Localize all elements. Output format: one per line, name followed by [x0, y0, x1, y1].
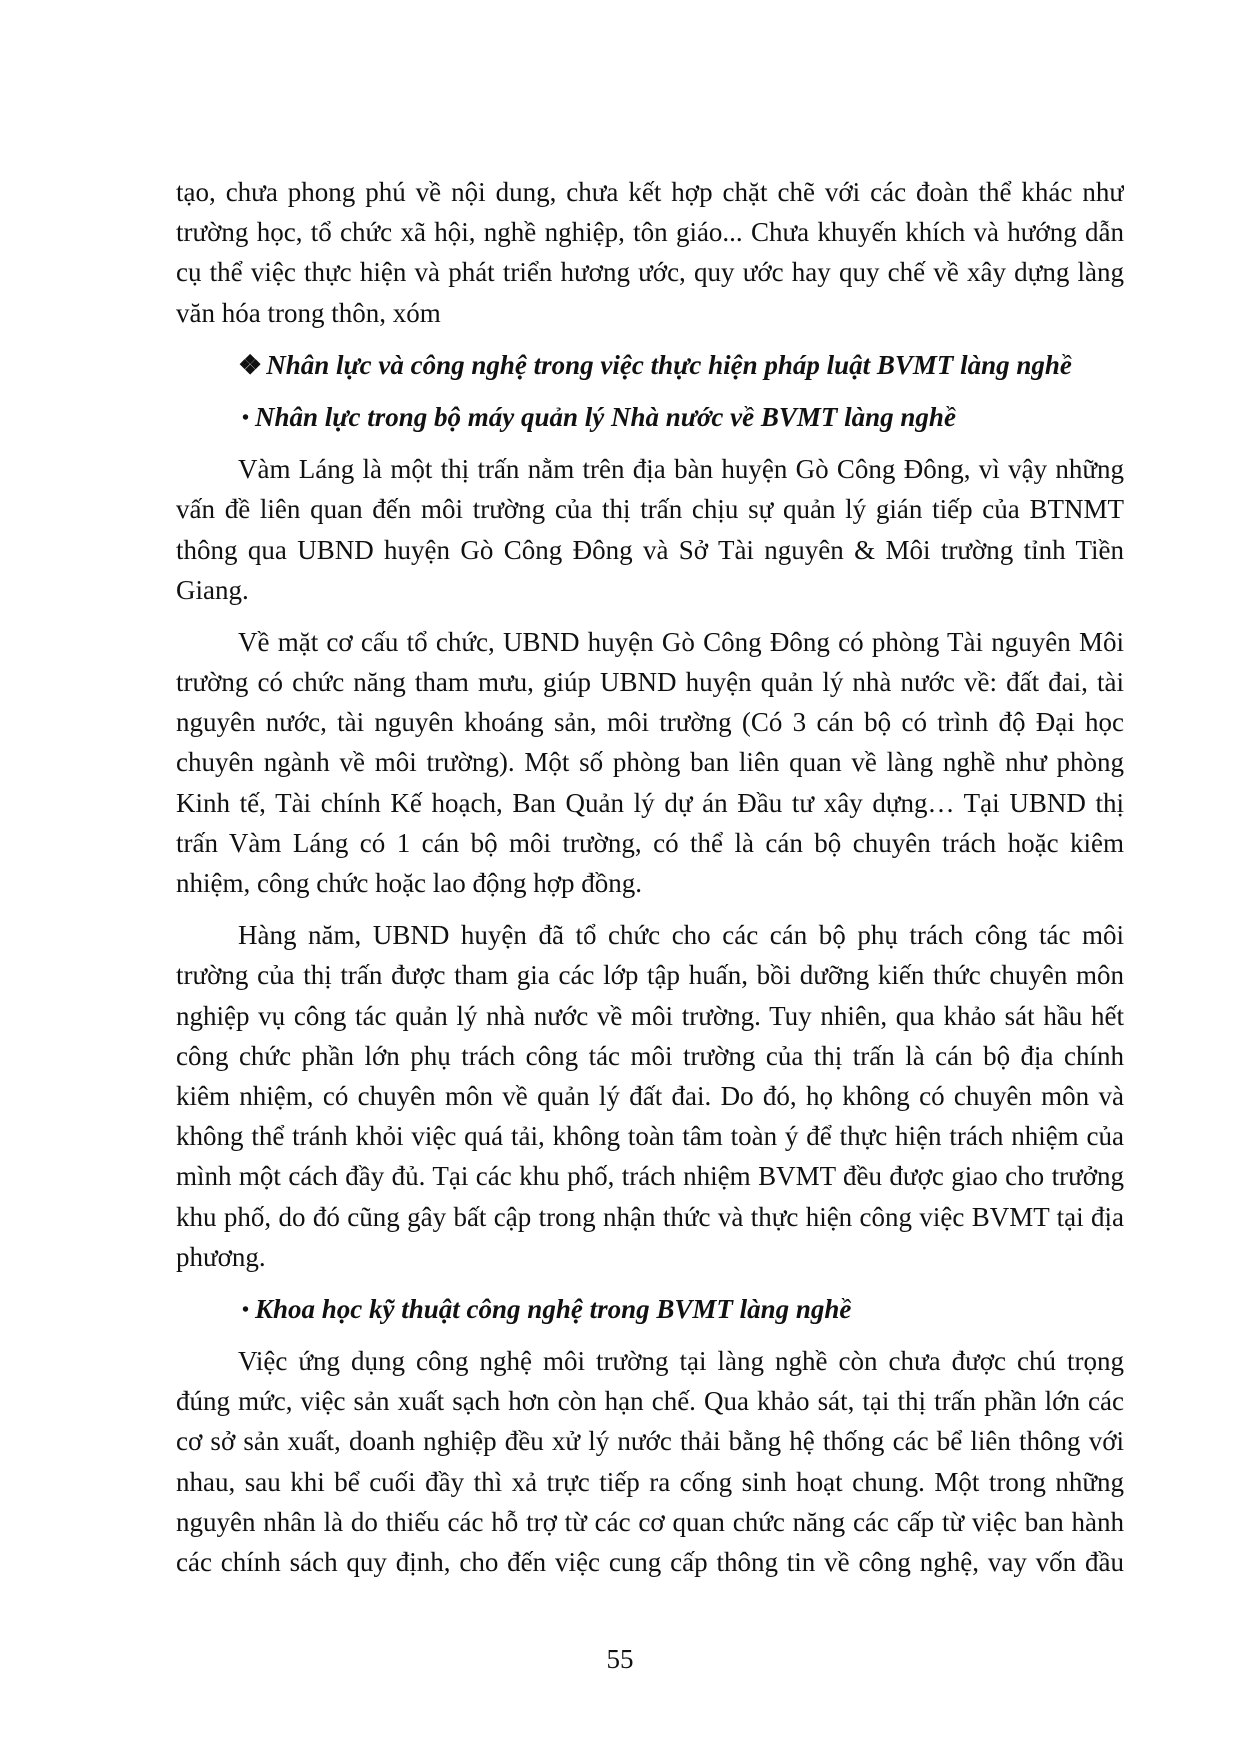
text-line: cụ thể việc thực hiện và phát triển hương ước, quy ước hay quy chế về xây dựng làng: [176, 257, 1124, 288]
paragraph-training: [176, 915, 1124, 1277]
text-line: khu phố, do đó cũng gây bất cập trong nhận thức và thực hiện công việc BVMT tại địa: [176, 1201, 1124, 1232]
text-line: Kinh tế, Tài chính Kế hoạch, Ban Quản lý dự án Đầu tư xây dựng… Tại UBND thị: [176, 787, 1124, 818]
paragraph-technology: [176, 1341, 1124, 1582]
page-number: 55: [606, 1644, 634, 1674]
text-line: mình một cách đầy đủ. Tại các khu phố, trách nhiệm BVMT đều được giao cho trưởng: [176, 1161, 1124, 1192]
text-line: Giang.: [176, 574, 249, 605]
bullet-icon: •: [242, 1298, 250, 1321]
text-line: trường học, tổ chức xã hội, nghề nghiệp, tôn giáo... Chưa khuyến khích và hướng dẫn: [176, 217, 1124, 248]
diamond-bullet-icon: ❖: [238, 349, 263, 380]
section-heading: [176, 345, 1124, 385]
text-line: nguyên nước, tài nguyên khoáng sản, môi trường (Có 3 cán bộ có trình độ Đại học: [176, 707, 1124, 738]
text-line: Hàng năm, UBND huyện đã tổ chức cho các cán bộ phụ trách công tác môi: [238, 920, 1124, 951]
text-line: trấn Vàm Láng có 1 cán bộ môi trường, có thể là cán bộ chuyên trách hoặc kiêm: [176, 827, 1124, 858]
text-line: Về mặt cơ cấu tổ chức, UBND huyện Gò Công Đông có phòng Tài nguyên Môi: [238, 626, 1124, 657]
text-line: vấn đề liên quan đến môi trường của thị trấn chịu sự quản lý gián tiếp của BTNMT: [176, 494, 1124, 525]
subheading-text: Khoa học kỹ thuật công nghệ trong BVMT làng nghề: [255, 1293, 852, 1324]
text-line: nguyên nhân là do thiếu các hỗ trợ từ các cơ quan chức năng các cấp từ việc ban hành: [176, 1506, 1124, 1537]
text-line: nhiệm, công chức hoặc lao động hợp đồng.: [176, 868, 643, 898]
text-line: các chính sách quy định, cho đến việc cung cấp thông tin về công nghệ, vay vốn đầu: [176, 1547, 1124, 1577]
text-line: nhau, sau khi bể cuối đầy thì xả trực tiếp ra cống sinh hoạt chung. Một trong những: [176, 1466, 1124, 1497]
text-line: kiêm nhiệm, có chuyên môn về quản lý đất đai. Do đó, họ không có chuyên môn và: [176, 1080, 1124, 1111]
text-line: Vàm Láng là một thị trấn nằm trên địa bàn huyện Gò Công Đông, vì vậy những: [238, 454, 1124, 485]
text-line: nghiệp vụ công tác quản lý nhà nước về môi trường. Tuy nhiên, qua khảo sát hầu hết: [176, 1000, 1124, 1031]
paragraph-vam-lang: [176, 449, 1124, 610]
text-line: không thể tránh khỏi việc quá tải, không toàn tâm toàn ý để thực hiện trách nhiệm của: [176, 1121, 1124, 1152]
text-line: cơ sở sản xuất, doanh nghiệp đều xử lý nước thải bằng hệ thống các bể liên thông với: [176, 1426, 1124, 1457]
subheading-human-resources: [176, 397, 1124, 437]
text-line: tạo, chưa phong phú về nội dung, chưa kết hợp chặt chẽ với các đoàn thể khác như: [176, 177, 1124, 207]
subheading-technology: [176, 1289, 1124, 1329]
text-line: phương.: [176, 1241, 266, 1272]
text-line: đúng mức, việc sản xuất sạch hơn còn hạn chế. Qua khảo sát, tại thị trấn phần lớn các: [176, 1386, 1124, 1417]
section-heading-text: Nhân lực và công nghệ trong việc thực hiện pháp luật BVMT làng nghề: [266, 349, 1072, 380]
page-body: [176, 172, 1124, 1582]
text-line: trường có chức năng tham mưu, giúp UBND huyện quản lý nhà nước về: đất đai, tài: [176, 667, 1124, 698]
text-line: chuyên ngành về môi trường). Một số phòng ban liên quan về làng nghề như phòng: [176, 747, 1124, 778]
text-line: văn hóa trong thôn, xóm: [176, 297, 441, 328]
paragraph-organization: [176, 622, 1124, 903]
bullet-icon: •: [242, 406, 250, 429]
text-line: trường của thị trấn được tham gia các lớp tập huấn, bồi dưỡng kiến thức chuyên môn: [176, 960, 1124, 991]
text-line: công chức phần lớn phụ trách công tác môi trường của thị trấn là cán bộ địa chính: [176, 1040, 1124, 1071]
subheading-text: Nhân lực trong bộ máy quản lý Nhà nước về BVMT làng nghề: [255, 401, 956, 432]
intro-paragraph: [176, 172, 1124, 333]
text-line: Việc ứng dụng công nghệ môi trường tại làng nghề còn chưa được chú trọng: [238, 1346, 1124, 1377]
text-line: thông qua UBND huyện Gò Công Đông và Sở Tài nguyên & Môi trường tỉnh Tiền: [176, 534, 1124, 565]
